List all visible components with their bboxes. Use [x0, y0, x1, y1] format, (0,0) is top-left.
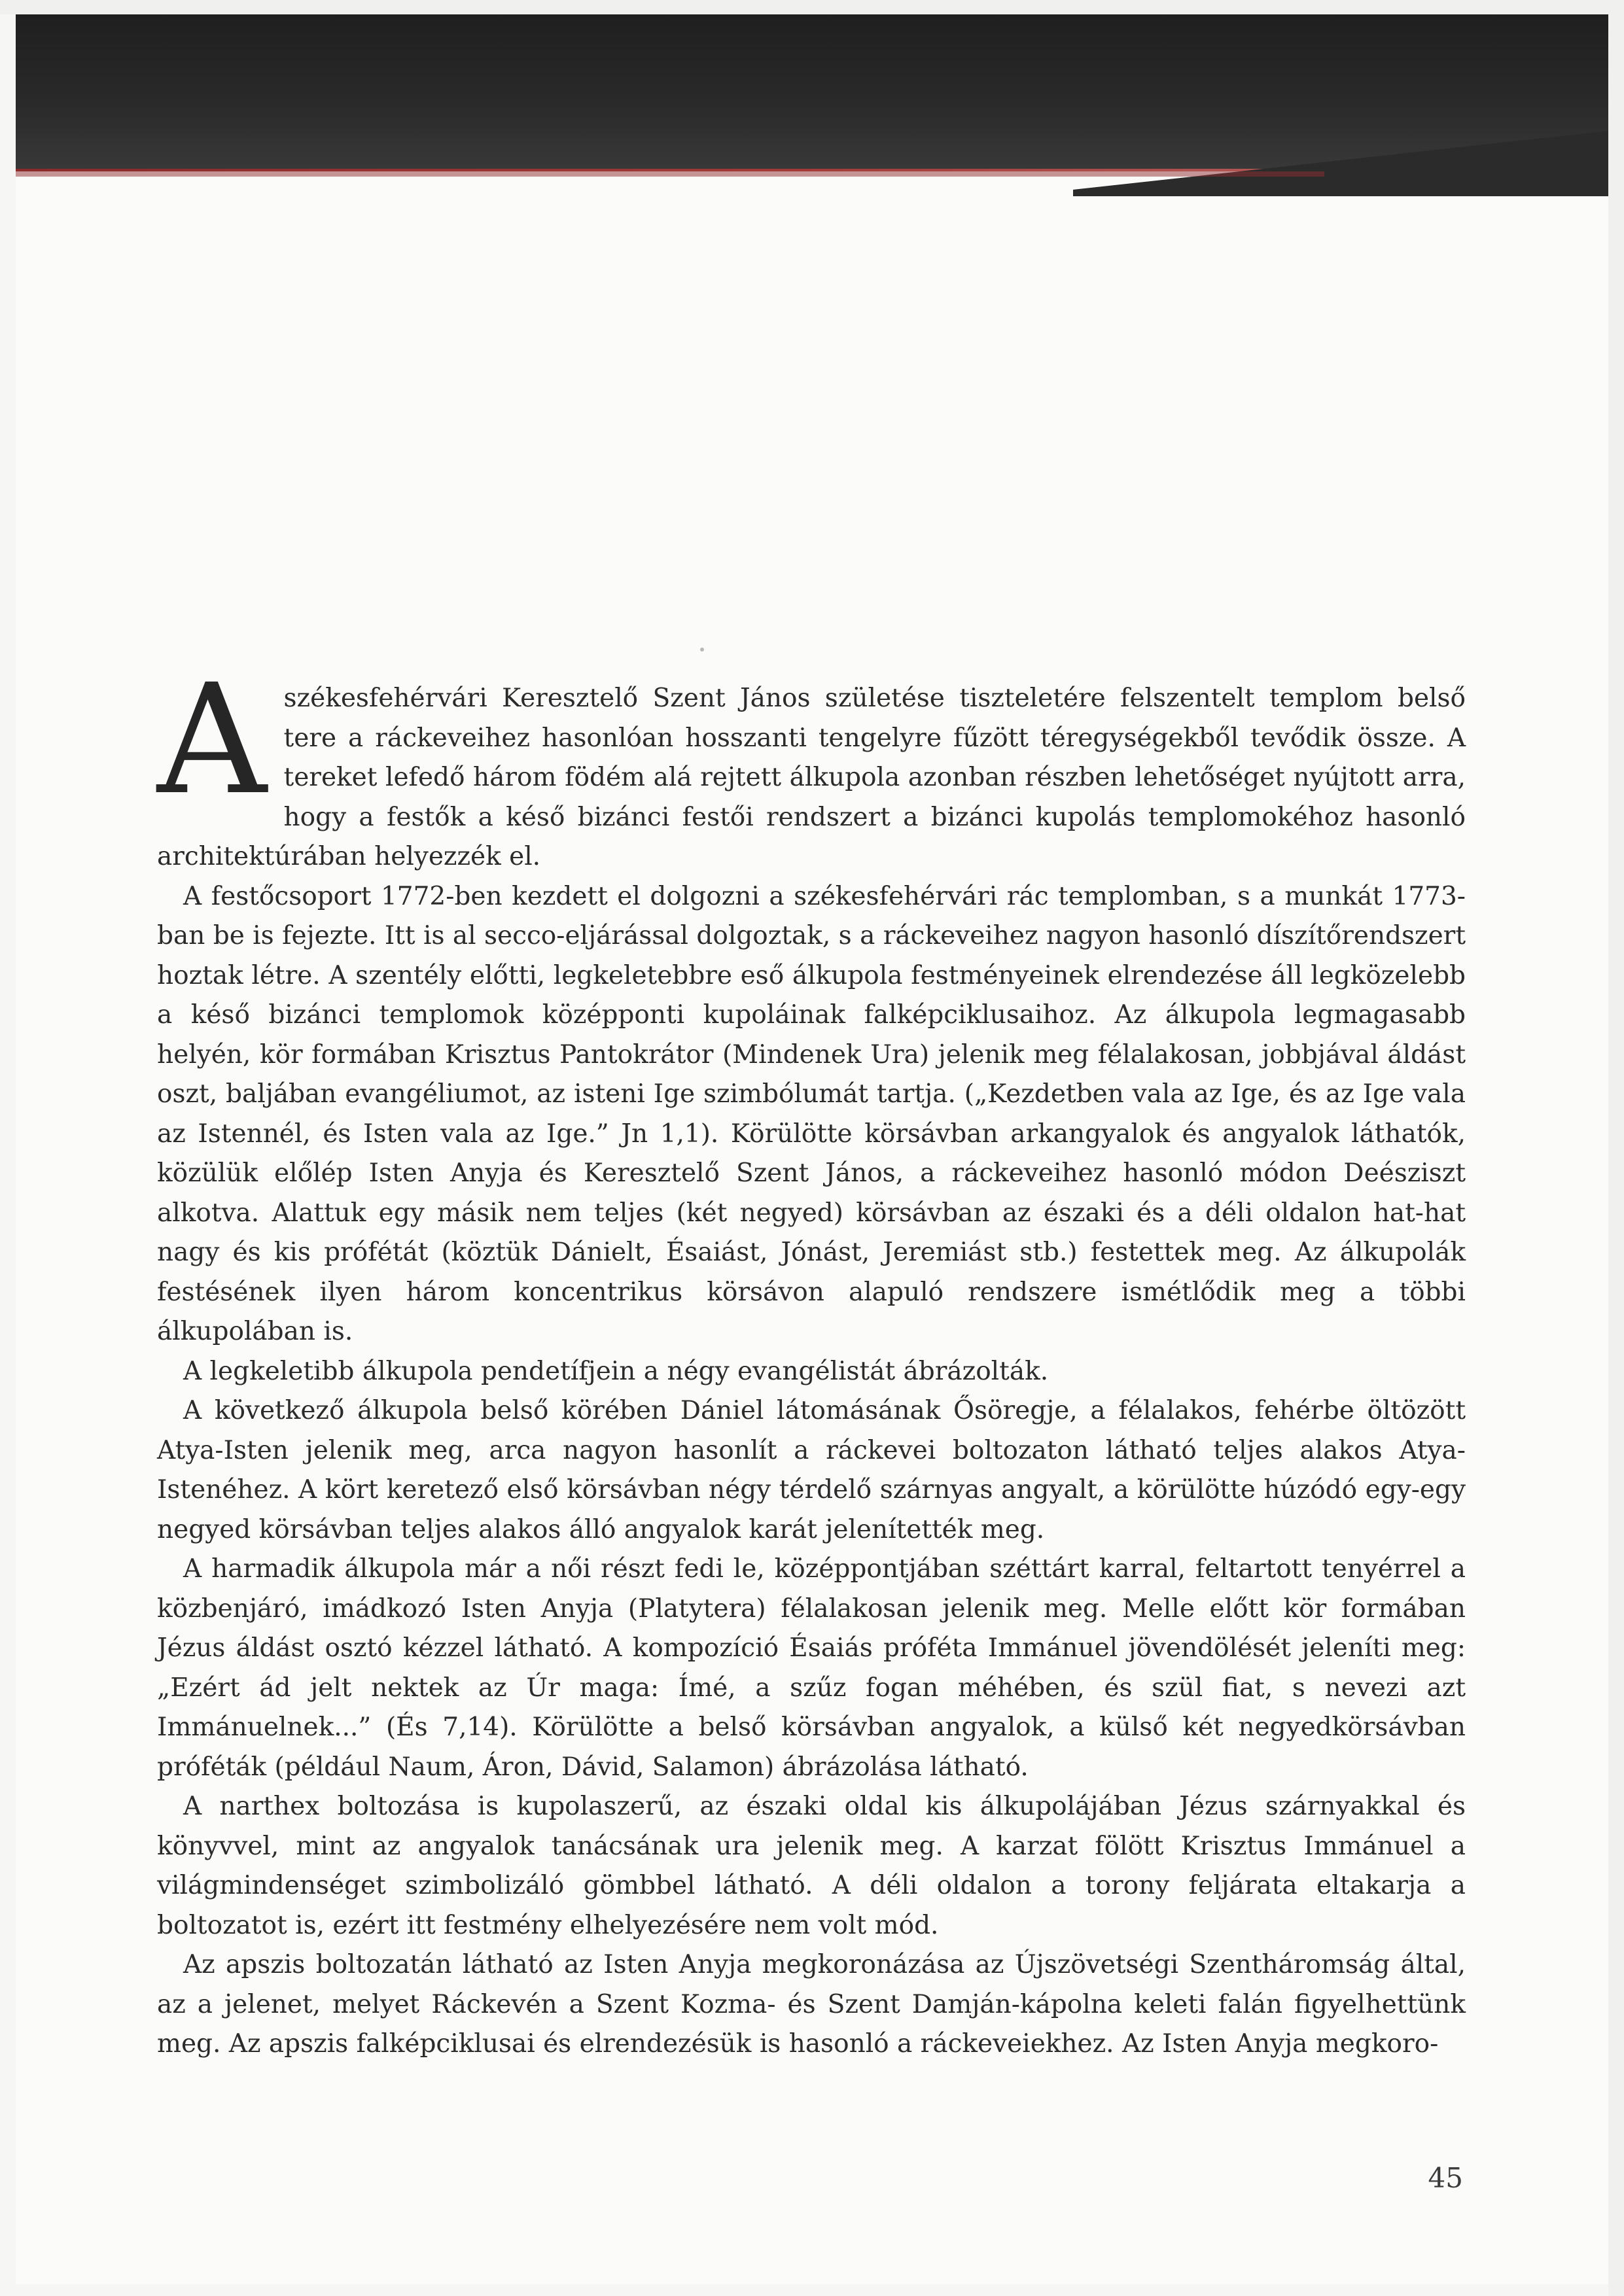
cover-edge-shadow: [0, 0, 1624, 209]
paragraph-4: A következő álkupola belső körében Dániel látomásának Ősöregje, a félalakos, fehérbe öltözött Atya-Isten jelenik meg, arca nagyon hasonlít a ráckevei boltozaton látható teljes alakos Atya-Istenéhez. A kört keretező első körsávban négy térdelő szárnyas angyalt, a körülötte húzódó egy-egy negyed körsávban teljes alakos álló angyalok karát jelenítették meg.: [157, 1396, 1466, 1544]
paragraph-3: A legkeletibb álkupola pendetífjein a négy evangélistát ábrázolták.: [183, 1356, 1049, 1386]
paragraph-6: A narthex boltozása is kupolaszerű, az északi oldal kis álkupolájában Jézus szárnyakkal és könyvvel, mint az angyalok tanácsának ura jelenik meg. A karzat fölött Krisztus Immánuel a világmindenséget szimbolizáló gömbbel látható. A déli oldalon a torony feljárata eltakarja a boltozatot is, ezért itt festmény elhelyezésére nem volt mód.: [157, 1792, 1466, 1940]
paragraph-1-text: székesfehérvári Keresztelő Szent János születése tiszteletére felszentelt templom belső tere a ráckeveihez hasonlóan hosszanti tengelyre fűzött téregységekből tevődik össze. A tereket lefedő három födém alá rejtett álkupola azonban részben lehetőséget nyújtott arra, hogy a festők a késő bizánci festői rendszert a bizánci kupolás templomokéhoz hasonló architektúrában helyezzék el.: [157, 684, 1466, 871]
paragraph-5: A harmadik álkupola már a női részt fedi le, középpontjában széttárt karral, feltartott tenyérrel a közbenjáró, imádkozó Isten Anyja (Platytera) félalakosan jelenik meg. Melle előtt kör formában Jézus áldást osztó kézzel látható. A kompozíció Ésaiás próféta Immánuel jövendölését jeleníti meg: „Ezért ád jelt nektek az Úr maga: Ímé, a szűz fogan méhében, és szül fiat, s nevezi azt Immánuelnek...” (És 7,14). Körülötte a belső körsávban angyalok, a külső két negyedkörsávban próféták (például Naum, Áron, Dávid, Salamon) ábrázolása látható.: [157, 1554, 1466, 1782]
body-text: [157, 652, 1466, 2064]
paragraph-2: A festőcsoport 1772-ben kezdett el dolgozni a székesfehérvári rác templomban, s a munkát 1773-ban be is fejezte. Itt is al secco-eljárással dolgoztak, s a ráckeveihez nagyon hasonló díszítőrendszert hoztak létre. A szentély előtti, legkeletebbre eső álkupola festményeinek elrendezése áll legközelebb a késő bizánci templomok középponti kupoláinak falképciklusaihoz. Az álkupola legmagasabb helyén, kör formában Krisztus Pantokrátor (Mindenek Ura) jelenik meg félalakosan, jobbjával áldást oszt, baljában evangéliumot, az isteni Ige szimbólumát tartja. („Kezdetben vala az Ige, és az Ige vala az Istennél, és Isten vala az Ige.” Jn 1,1). Körülötte körsávban arkangyalok és angyalok láthatók, közülük előlép Isten Anyja és Keresztelő Szent János, a ráckeveihez hasonló módon Deésziszt alkotva. Alattuk egy másik nem teljes (két negyed) körsávban az északi és a déli oldalon hat-hat nagy és kis prófétát (köztük Dánielt, Ésaiást, Jónást, Jeremiást stb.) festettek meg. Az álkupolák festésének ilyen három koncentrikus körsávon alapuló rendszere ismétlődik meg a többi álkupolában is.: [157, 881, 1466, 1346]
paragraph-1: [157, 652, 1466, 877]
dust-speck: [700, 648, 704, 652]
scanner-margin-right: [1608, 0, 1624, 2296]
page-number: 45: [1428, 2162, 1463, 2194]
drop-cap: A: [157, 652, 267, 828]
paragraph-7: Az apszis boltozatán látható az Isten Anyja megkoronázása az Újszövetségi Szentháromság által, az a jelenet, melyet Ráckevén a Szent Kozma- és Szent Damján-kápolna keleti falán figyelhettünk meg. Az apszis falképciklusai és elrendezésük is hasonló a ráckeveiekhez. Az Isten Anyja megkoro-: [157, 1950, 1466, 2059]
